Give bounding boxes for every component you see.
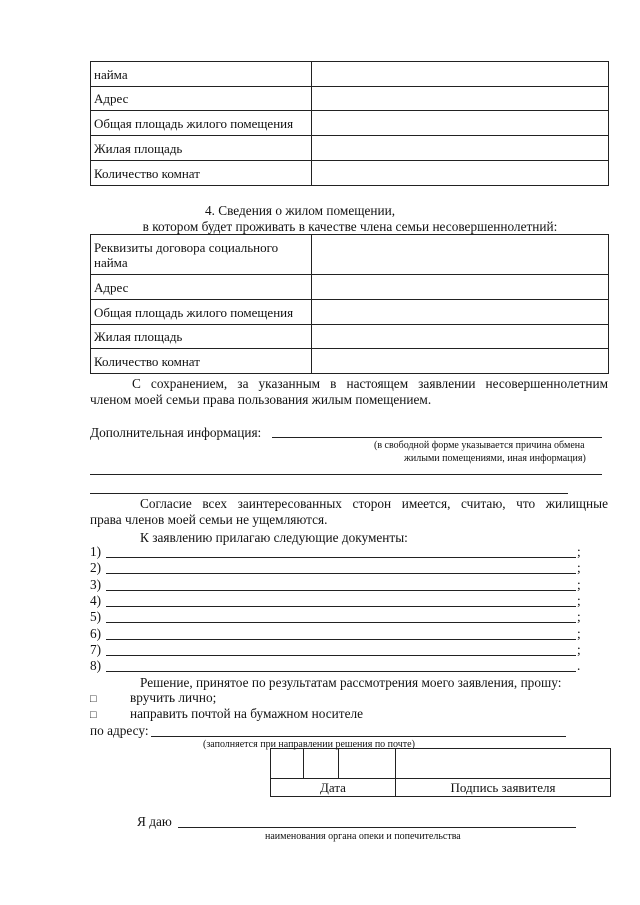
row-value-field[interactable]: [312, 235, 609, 275]
document-end-mark: ;: [577, 577, 581, 592]
document-end-mark: ;: [577, 544, 581, 559]
additional-info-hint-line1: (в свободной форме указывается причина обмена: [374, 440, 585, 451]
option-personal-delivery-label: вручить лично;: [130, 690, 217, 705]
section-4-title-line2: в котором будет проживать в качестве члена семьи несовершеннолетний:: [142, 219, 558, 234]
document-input[interactable]: [106, 606, 576, 607]
row-value-field[interactable]: [312, 300, 609, 325]
row-value-field[interactable]: [312, 275, 609, 300]
document-input[interactable]: [106, 622, 576, 623]
table-row: [91, 349, 609, 374]
row-label-line1: Реквизиты договора социального: [94, 239, 279, 255]
additional-info-line-3[interactable]: [90, 493, 568, 494]
table-row: [271, 779, 611, 797]
checkbox-icon[interactable]: □: [90, 709, 97, 721]
checkbox-icon[interactable]: □: [90, 693, 97, 705]
row-label: Адрес: [91, 87, 312, 111]
row-label: Адрес: [91, 275, 312, 300]
option-mail-delivery[interactable]: [90, 706, 104, 723]
row-label: Количество комнат: [91, 349, 312, 374]
table-row: [91, 136, 609, 161]
row-label: [91, 235, 312, 275]
row-value-field[interactable]: [312, 161, 609, 186]
date-month-field[interactable]: [304, 749, 339, 779]
consent-line2: права членов моей семьи не ущемляются.: [90, 512, 328, 527]
date-year-field[interactable]: [339, 749, 396, 779]
table-row: [91, 111, 609, 136]
document-end-mark: ;: [577, 593, 581, 608]
document-end-mark: ;: [577, 560, 581, 575]
document-number: 8): [90, 658, 102, 673]
document-number: 1): [90, 544, 102, 559]
document-number: 6): [90, 626, 102, 641]
document-number: 3): [90, 577, 102, 592]
housing-table-1: [90, 61, 609, 186]
row-value-field[interactable]: [312, 325, 609, 349]
row-label: Общая площадь жилого помещения: [91, 111, 312, 136]
additional-info-line-2[interactable]: [90, 474, 602, 475]
option-mail-delivery-label: направить почтой на бумажном носителе: [130, 706, 364, 721]
section-4-title-line1: 4. Сведения о жилом помещении,: [204, 203, 396, 218]
consent-line1: Согласие всех заинтересованных сторон имеется, считаю, что жилищные: [140, 496, 608, 511]
row-value-field[interactable]: [312, 136, 609, 161]
table-row: [91, 235, 609, 275]
document-input[interactable]: [106, 671, 576, 672]
additional-info-label: Дополнительная информация:: [90, 425, 262, 440]
retention-line2: членом моей семьи права пользования жилым помещением.: [90, 392, 432, 407]
address-hint: (заполняется при направлении решения по почте): [203, 739, 415, 750]
address-label: по адресу:: [90, 723, 149, 738]
row-value-field[interactable]: [312, 349, 609, 374]
document-end-mark: .: [577, 658, 581, 673]
row-label: Жилая площадь: [91, 325, 312, 349]
table-row: [91, 62, 609, 87]
signature-label: Подпись заявителя: [396, 779, 611, 797]
table-row: [91, 87, 609, 111]
additional-info-hint-line2: жилыми помещениями, иная информация): [404, 453, 586, 464]
row-label: Общая площадь жилого помещения: [91, 300, 312, 325]
consent-guardian-label: Я даю: [137, 814, 172, 829]
signature-field[interactable]: [396, 749, 611, 779]
row-value-field[interactable]: [312, 87, 609, 111]
document-number: 5): [90, 609, 102, 624]
guardian-authority-hint: наименования органа опеки и попечительства: [265, 831, 461, 842]
decision-intro: Решение, принятое по результатам рассмотрения моего заявления, прошу:: [140, 675, 562, 690]
table-row: [91, 161, 609, 186]
row-value-field[interactable]: [312, 62, 609, 87]
document-number: 4): [90, 593, 102, 608]
document-input[interactable]: [106, 655, 576, 656]
row-label-line2: найма: [94, 254, 128, 270]
table-row: [91, 275, 609, 300]
document-end-mark: ;: [577, 609, 581, 624]
document-input[interactable]: [106, 639, 576, 640]
signature-table: [270, 748, 611, 797]
date-label: Дата: [271, 779, 396, 797]
guardian-authority-input[interactable]: [178, 827, 576, 828]
date-day-field[interactable]: [271, 749, 304, 779]
document-input[interactable]: [106, 557, 576, 558]
document-end-mark: ;: [577, 626, 581, 641]
housing-table-2: [90, 234, 609, 374]
row-label: Жилая площадь: [91, 136, 312, 161]
row-label: найма: [91, 62, 312, 87]
table-row: [91, 300, 609, 325]
document-number: 7): [90, 642, 102, 657]
documents-intro: К заявлению прилагаю следующие документы:: [140, 530, 408, 545]
option-personal-delivery[interactable]: [90, 690, 104, 707]
retention-line1: С сохранением, за указанным в настоящем заявлении несовершеннолетним: [132, 376, 608, 391]
row-value-field[interactable]: [312, 111, 609, 136]
document-input[interactable]: [106, 573, 576, 574]
row-label: Количество комнат: [91, 161, 312, 186]
table-row: [91, 325, 609, 349]
document-end-mark: ;: [577, 642, 581, 657]
document-input[interactable]: [106, 590, 576, 591]
document-number: 2): [90, 560, 102, 575]
table-row: [271, 749, 611, 779]
